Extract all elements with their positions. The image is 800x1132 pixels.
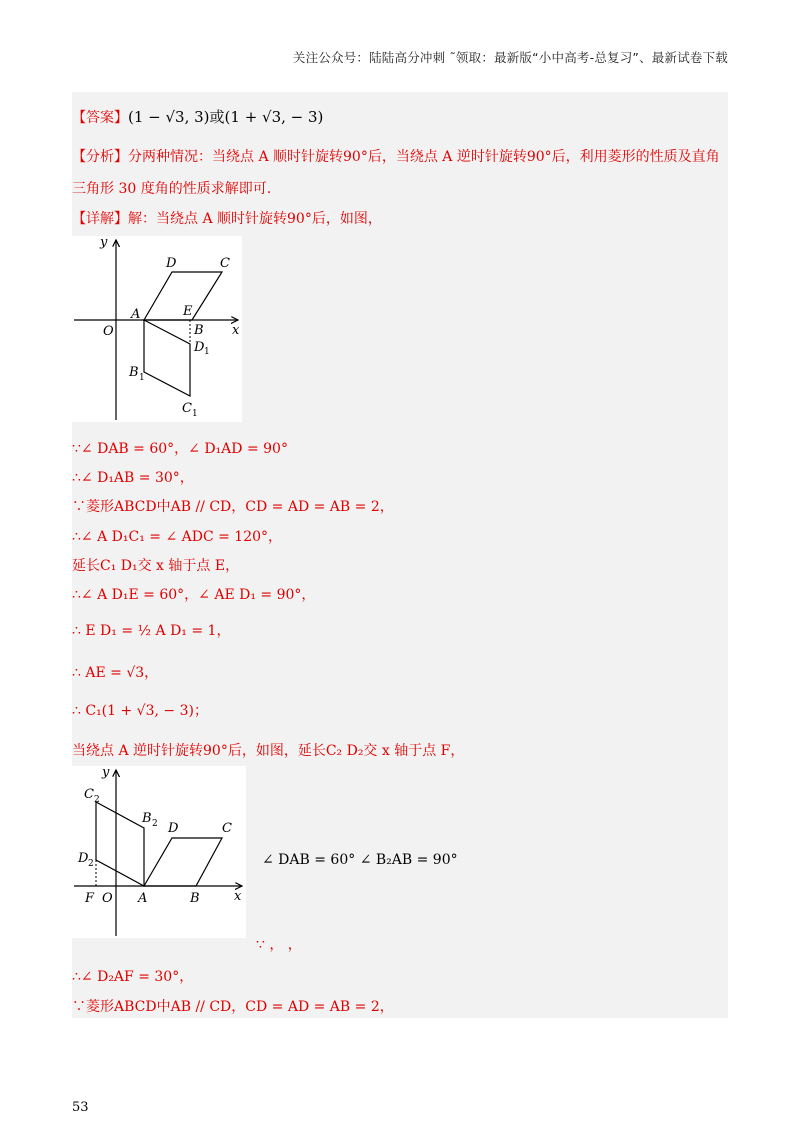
label-y: y (100, 236, 108, 250)
label-d: D (166, 256, 177, 271)
label-d2-sub: 2 (88, 859, 94, 869)
label-d2: D (78, 851, 89, 866)
label-b2-sub: 2 (152, 819, 158, 829)
label-f: F (85, 891, 95, 906)
step-1-2: ∴∠ D₁AB = 30°， (72, 470, 194, 486)
label-d-2: D (168, 821, 179, 836)
detail-text: 解：当绕点 A 顺时针旋转90°后，如图， (128, 211, 382, 227)
label-b-2: B (190, 891, 200, 906)
detail-tag: 【详解】 (72, 211, 128, 227)
label-a-2: A (138, 891, 148, 906)
page-header: 关注公众号：陆陆高分冲刺 ˜领取：最新版“小中高考-总复习”、最新试卷下载 (292, 50, 728, 65)
figure-1-svg (72, 236, 242, 422)
analysis-line-1 (72, 146, 720, 166)
figure-2 (72, 766, 246, 938)
step-2-1: ∴∠ D₂AF = 30°， (72, 969, 194, 985)
rhombus-rotated-2 (96, 802, 144, 886)
rhombus-rotated (144, 320, 190, 396)
detail-line (72, 208, 382, 228)
label-d1: D (194, 340, 205, 355)
label-d1-sub: 1 (204, 347, 210, 357)
because-row: ∵ ， ， (256, 937, 302, 953)
analysis-line-2: 三角形 30 度角的性质求解即可. (72, 181, 272, 197)
case-2-line: 当绕点 A 逆时针旋转90°后，如图，延长C₂ D₂交 x 轴于点 F， (72, 743, 465, 759)
label-c: C (220, 256, 230, 271)
step-1-1: ∵∠ DAB = 60°，∠ D₁AD = 90° (72, 441, 288, 457)
label-b1-sub: 1 (139, 373, 145, 383)
figure-2-side-text: ∠ DAB = 60° ∠ B₂AB = 90° (262, 852, 458, 868)
page-number: 53 (72, 1100, 89, 1115)
step-1-3: ∵菱形ABCD中AB // CD，CD = AD = AB = 2， (72, 499, 394, 515)
label-o-2: O (102, 891, 113, 906)
step-1-5: 延长C₁ D₁交 x 轴于点 E， (72, 558, 240, 574)
label-c2: C (84, 787, 94, 802)
figure-1 (72, 236, 242, 422)
answer-line (72, 106, 323, 127)
step-1-4: ∴∠ A D₁C₁ = ∠ ADC = 120°， (72, 529, 283, 545)
label-a: A (131, 307, 141, 322)
step-1-7: ∴ E D₁ = ½ A D₁ = 1， (72, 623, 231, 639)
step-2-2: ∵菱形ABCD中AB // CD，CD = AD = AB = 2， (72, 999, 394, 1015)
step-1-6: ∴∠ A D₁E = 60°，∠ AE D₁ = 90°， (72, 587, 316, 603)
figure-2-svg (72, 766, 246, 938)
analysis-tag: 【分析】 (72, 149, 128, 165)
analysis-text-1: 分两种情况：当绕点 A 顺时针旋转90°后，当绕点 A 逆时针旋转90°后，利用菱形的性质及直角 (128, 149, 720, 165)
answer-value: (1 − √3, 3)或(1 + √3, − 3) (128, 108, 324, 126)
label-x: x (232, 323, 240, 338)
label-b: B (194, 323, 204, 338)
label-o: O (103, 324, 114, 339)
rhombus-abcd-2 (144, 838, 222, 886)
label-b2: B (142, 811, 152, 826)
label-c-2: C (222, 821, 232, 836)
label-c1-sub: 1 (192, 409, 198, 419)
label-e: E (183, 304, 193, 319)
label-x-2: x (234, 889, 242, 904)
step-1-9: ∴ C₁(1 + √3, − 3)； (72, 703, 208, 719)
solution-panel (72, 92, 728, 1018)
label-c1: C (182, 401, 192, 416)
label-y-2: y (102, 766, 110, 780)
label-b1: B (129, 365, 139, 380)
answer-tag: 【答案】 (72, 110, 128, 126)
label-c2-sub: 2 (94, 795, 100, 805)
step-1-8: ∴ AE = √3， (72, 665, 159, 681)
